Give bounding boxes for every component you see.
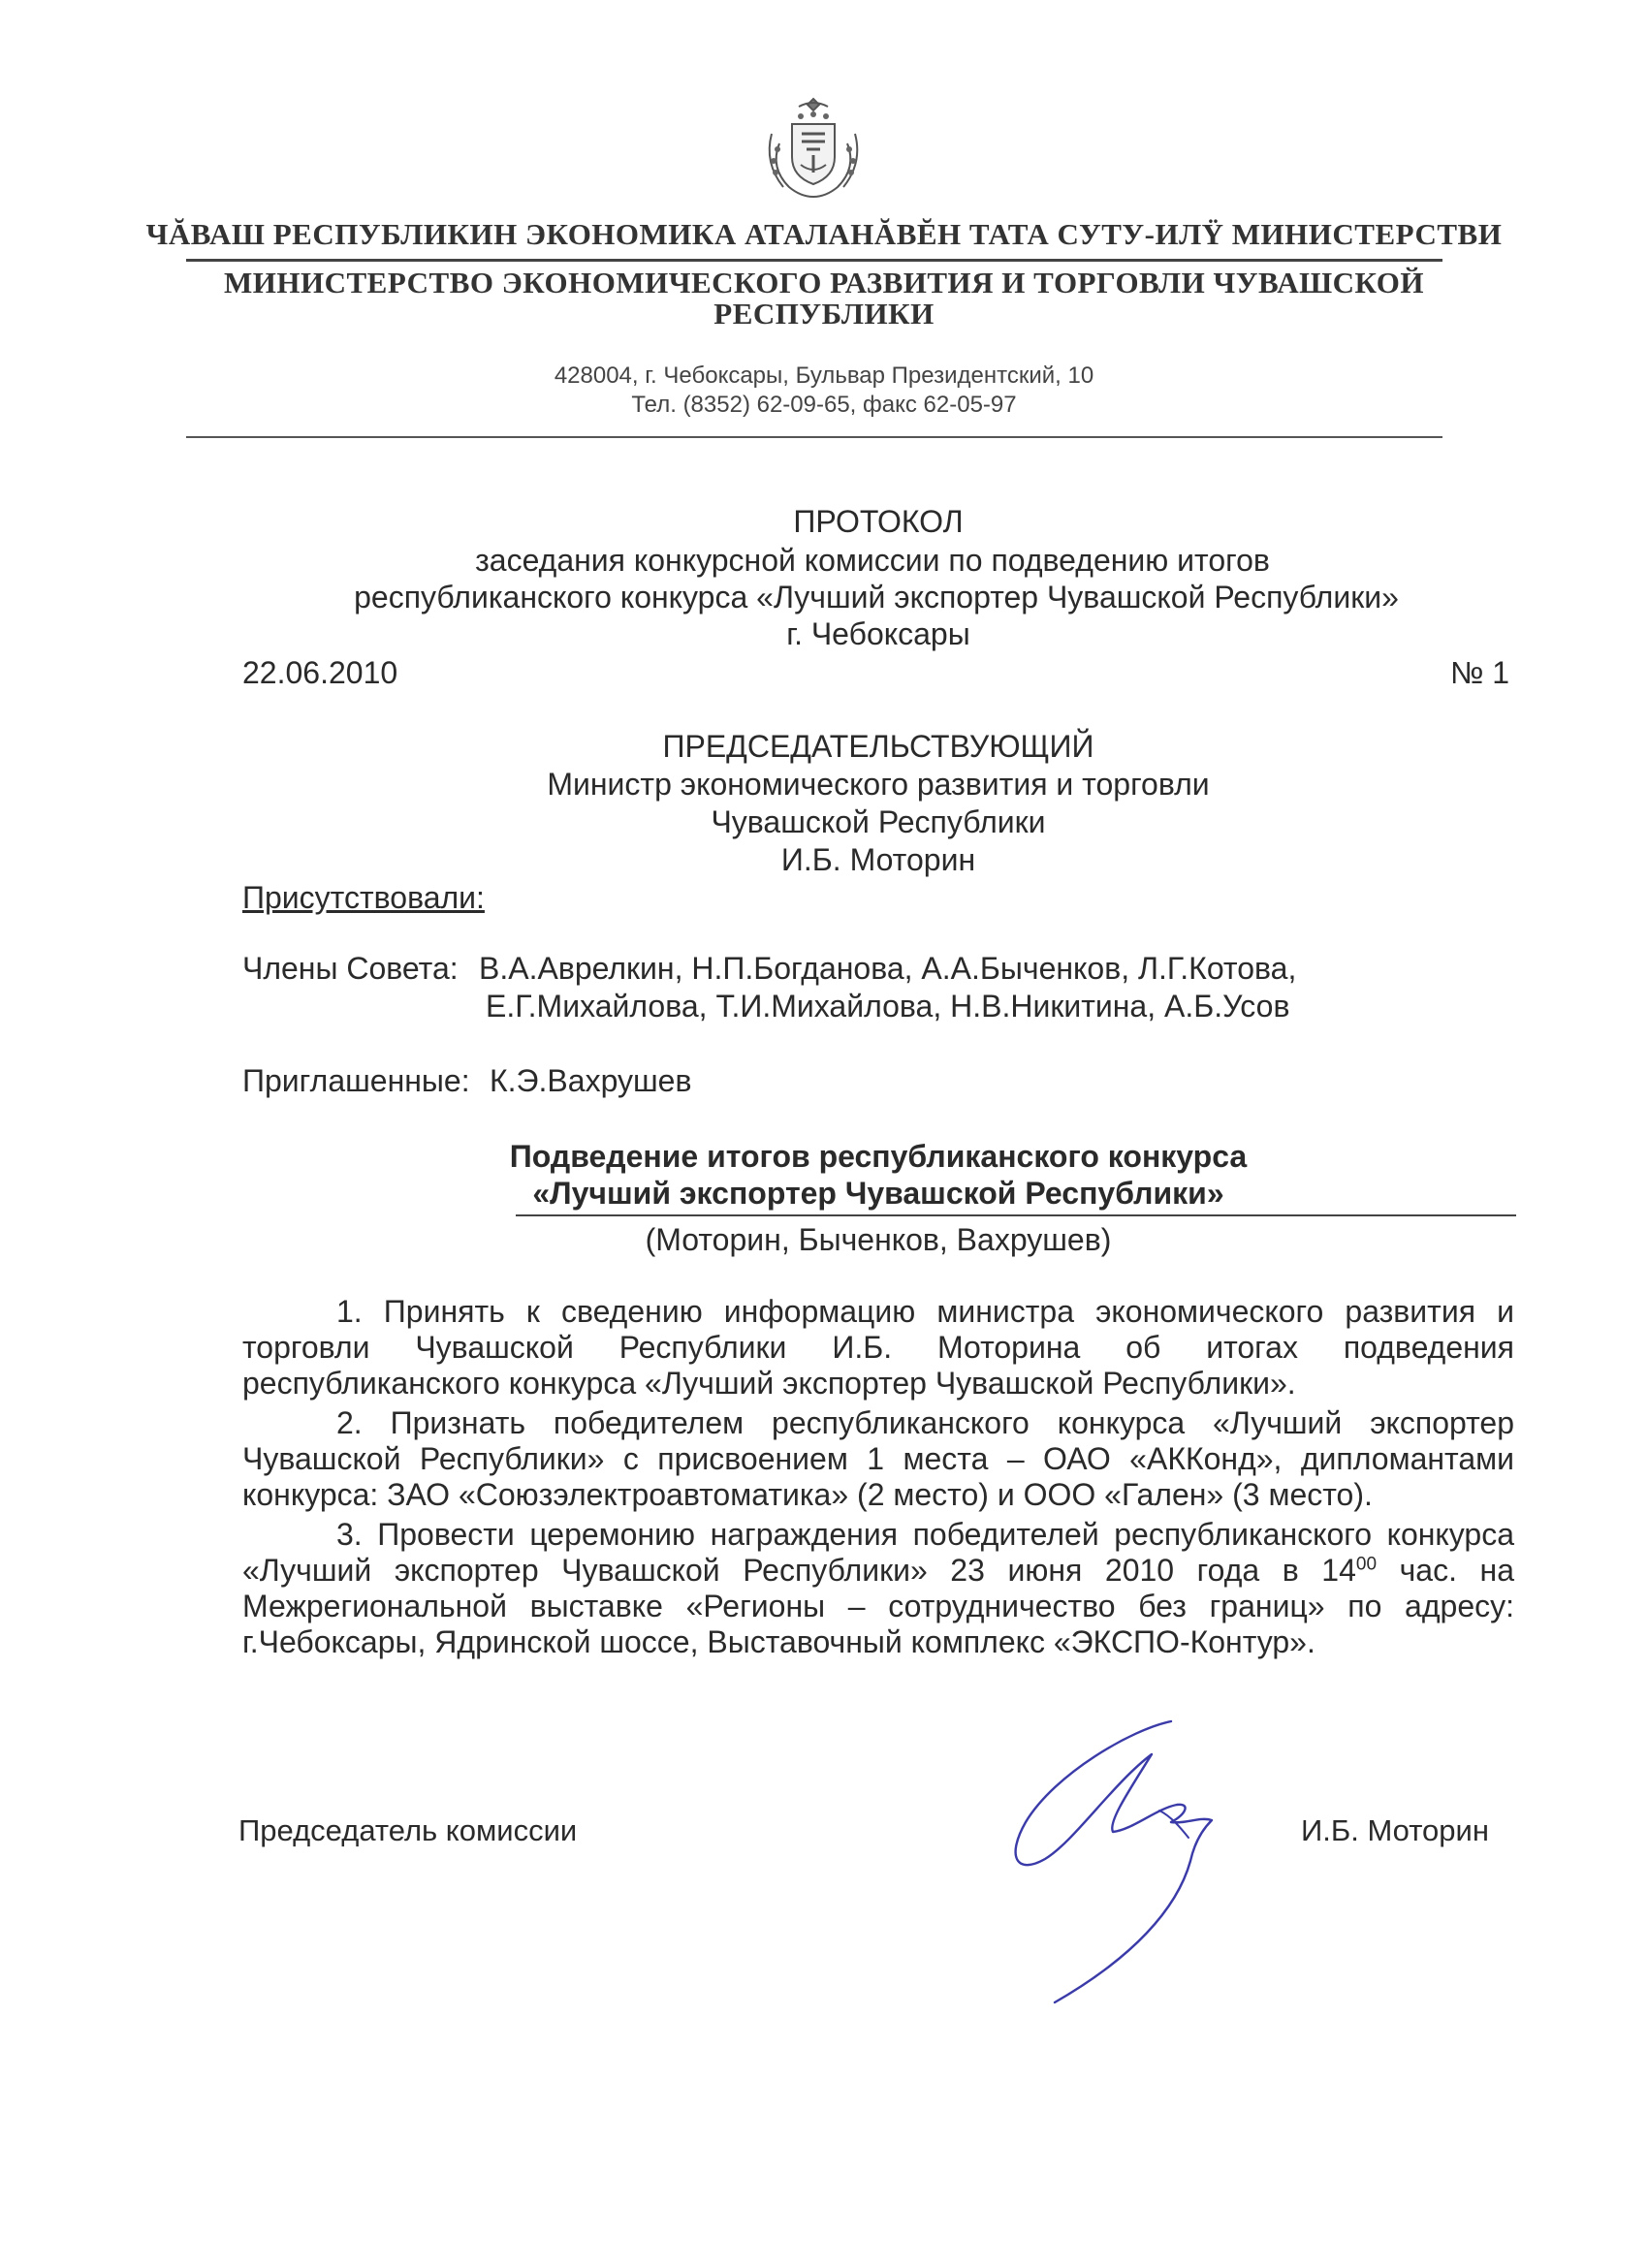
- decision-item-3-text-a: 3. Провести церемонию награждения победителей республиканского конкурса «Лучший экспортер Чувашской Республики» 23 июня 2010 года в 14: [242, 1517, 1514, 1588]
- russian-ministry-name-line1: МИНИСТЕРСТВО ЭКОНОМИЧЕСКОГО РАЗВИТИЯ И ТОРГОВЛИ ЧУВАШСКОЙ: [224, 266, 1424, 299]
- present-label: Присутствовали:: [242, 880, 485, 915]
- protocol-subtitle-line1: заседания конкурсной комиссии по подведению итогов: [475, 543, 1270, 578]
- members-line2: Е.Г.Михайлова, Т.И.Михайлова, Н.В.Никитина, А.Б.Усов: [486, 989, 1290, 1024]
- chuvash-ministry-name: ЧĂВАШ РЕСПУБЛИКИН ЭКОНОМИКА АТАЛАНĂВĔН ТАТА СУТУ-ИЛŸ МИНИСТЕРСТВИ: [145, 217, 1503, 251]
- protocol-number: № 1: [1450, 655, 1510, 690]
- decision-item-3-text-b: час. на Межрегиональной выставке «Регионы – сотрудничество без границ» по адресу: г.Чебоксары, Ядринской шоссе, Выставочный комплекс «ЭКСПО-Контур».: [242, 1553, 1515, 1659]
- chair-position-line2: Чувашской Республики: [711, 804, 1046, 839]
- handwritten-signature: [987, 1716, 1258, 2006]
- signatory-title: Председатель комиссии: [238, 1813, 578, 1847]
- agenda-title-line1: Подведение итогов республиканского конкурса: [509, 1139, 1248, 1174]
- agenda-speakers: (Моторин, Быченков, Вахрушев): [645, 1222, 1112, 1257]
- protocol-title: ПРОТОКОЛ: [793, 504, 964, 539]
- invited-label: Приглашенные:: [242, 1063, 470, 1098]
- address-divider: [186, 436, 1442, 438]
- coat-of-arms-emblem: [758, 95, 869, 202]
- invited-name: К.Э.Вахрушев: [490, 1063, 692, 1098]
- russian-ministry-name-line2: РЕСПУБЛИКИ: [713, 297, 935, 331]
- protocol-subtitle-line2: республиканского конкурса «Лучший экспортер Чувашской Республики»: [354, 580, 1399, 614]
- signatory-name: И.Б. Моторин: [1301, 1813, 1489, 1847]
- chair-name: И.Б. Моторин: [780, 842, 976, 877]
- header-divider: [186, 259, 1442, 262]
- members-line1: В.А.Аврелкин, Н.П.Богданова, А.А.Быченков, Л.Г.Котова,: [479, 951, 1297, 986]
- members-label: Члены Совета:: [242, 951, 459, 986]
- chair-position-line1: Министр экономического развития и торговли: [547, 767, 1210, 802]
- ministry-phone: Тел. (8352) 62-09-65, факс 62-05-97: [631, 392, 1017, 418]
- chair-heading: ПРЕДСЕДАТЕЛЬСТВУЮЩИЙ: [662, 729, 1094, 764]
- decision-item-1: 1. Принять к сведению информацию министра экономического развития и торговли Чувашской Республики И.Б. Моторина об итогах подведения республиканского конкурса «Лучший экспортер Чувашской Республики».: [242, 1294, 1514, 1401]
- protocol-city: г. Чебоксары: [786, 616, 970, 651]
- agenda-title-line2: «Лучший экспортер Чувашской Республики»: [532, 1176, 1224, 1211]
- ministry-address: 428004, г. Чебоксары, Бульвар Президентский, 10: [554, 362, 1094, 389]
- protocol-date: 22.06.2010: [242, 655, 398, 690]
- decision-item-3: [242, 1517, 1514, 1660]
- agenda-divider: [516, 1214, 1516, 1216]
- decision-item-2: 2. Признать победителем республиканского конкурса «Лучший экспортер Чувашской Республики» с присвоением 1 места – ОАО «АККонд», дипломантами конкурса: ЗАО «Союзэлектроавтоматика» (2 место) и ООО «Гален» (3 место).: [242, 1405, 1514, 1512]
- decision-item-3-time-superscript: 00: [1355, 1554, 1378, 1575]
